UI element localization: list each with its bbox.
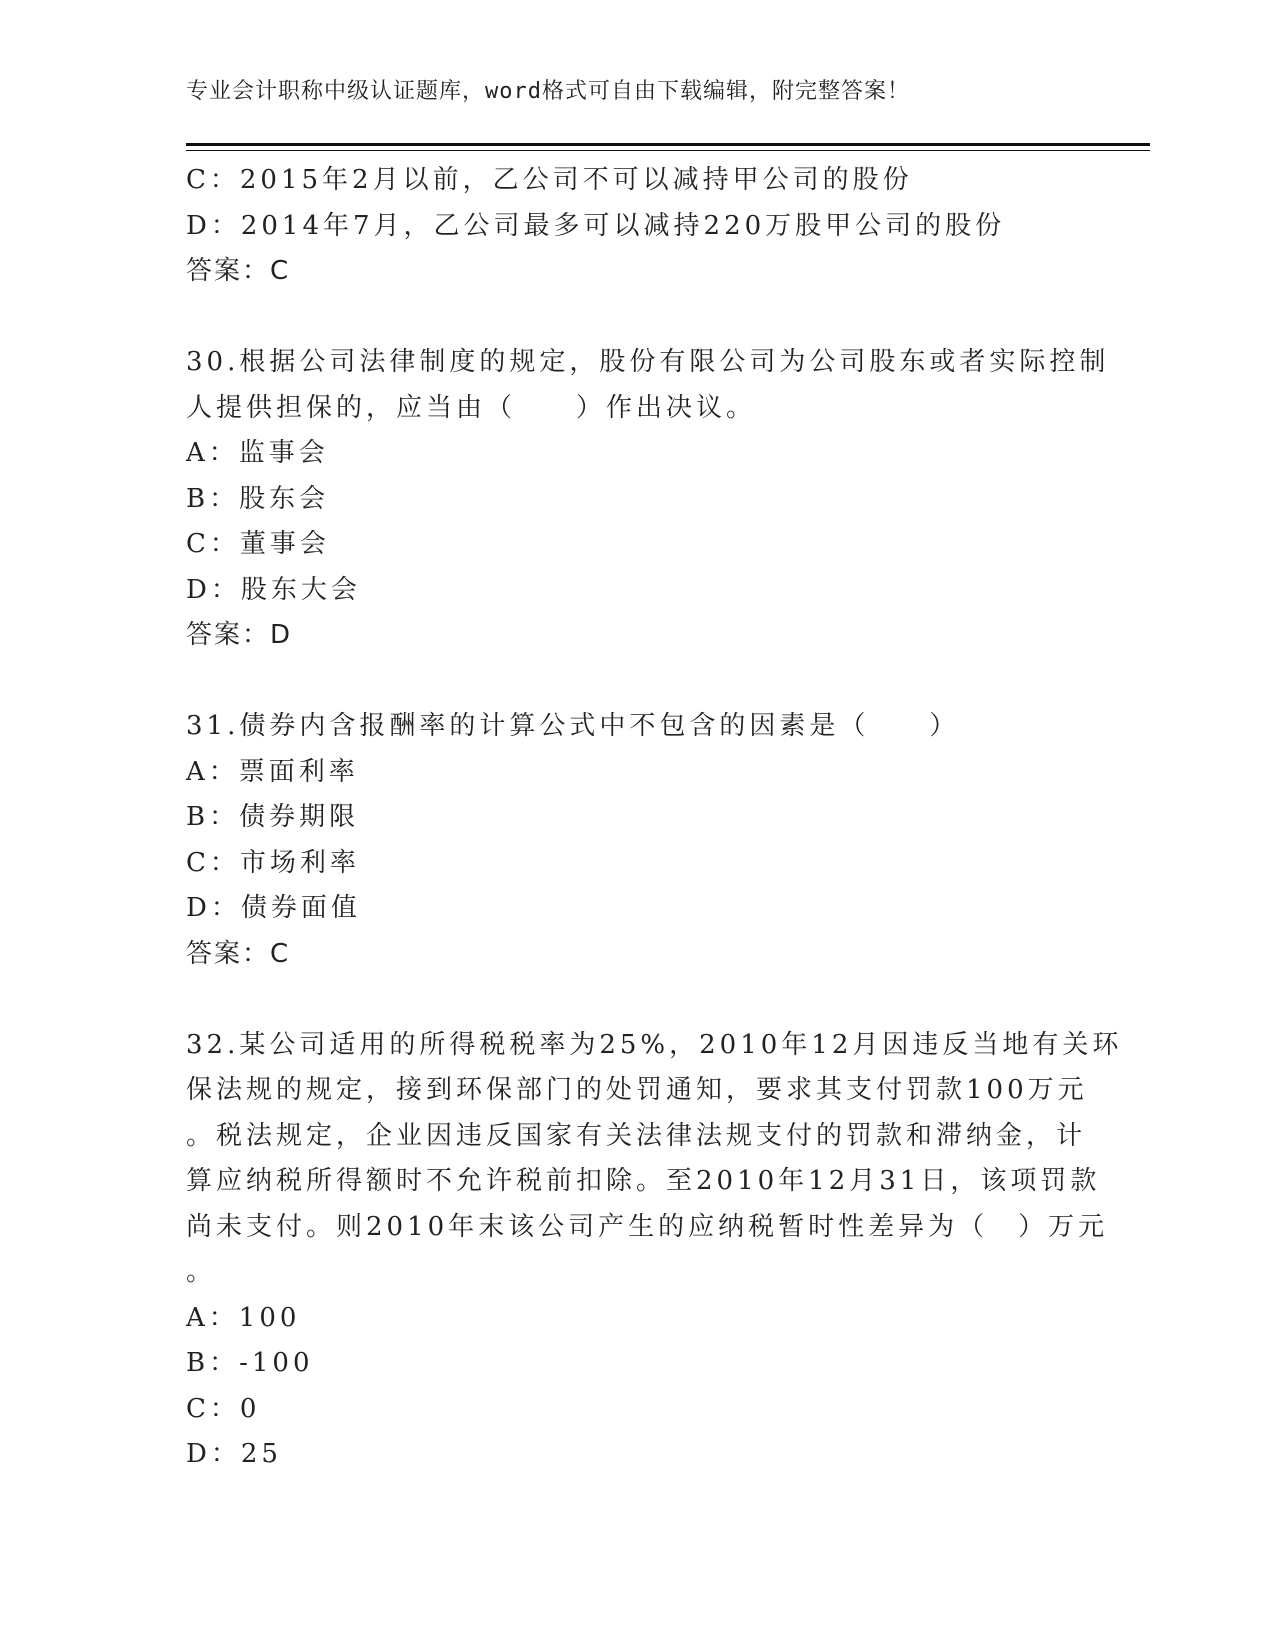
question-stem: 。税法规定，企业因违反国家有关法律法规支付的罚款和滞纳金，计 xyxy=(186,1120,1087,1151)
question-stem: 31.债券内含报酬率的计算公式中不包含的因素是（ ） xyxy=(186,711,960,741)
question-30 xyxy=(186,340,1110,659)
question-list xyxy=(186,158,1123,1478)
option-d: D：2014年7月，乙公司最多可以减持220万股甲公司的股份 xyxy=(186,210,1006,241)
header-rule-thick xyxy=(186,143,1150,146)
option-c: C：市场利率 xyxy=(186,847,360,878)
option-d: D：股东大会 xyxy=(186,574,361,605)
spacer xyxy=(186,659,1086,705)
question-32 xyxy=(186,1023,1123,1478)
answer: 答案：C xyxy=(186,938,291,969)
option-c: C：0 xyxy=(186,1393,261,1424)
page-header: 专业会计职称中级认证题库，word格式可自由下载编辑，附完整答案！ xyxy=(186,79,910,104)
option-d: D：25 xyxy=(186,1439,282,1469)
option-b: B：股东会 xyxy=(186,483,330,514)
question-stem: 30.根据公司法律制度的规定，股份有限公司为公司股东或者实际控制 xyxy=(186,347,1110,377)
question-stem: 保法规的规定，接到环保部门的处罚通知，要求其支付罚款100万元 xyxy=(186,1075,1088,1105)
option-b: B：债券期限 xyxy=(186,802,360,832)
spacer xyxy=(186,977,1086,1023)
option-c: C：董事会 xyxy=(186,529,330,559)
header-rule-thin xyxy=(186,150,1150,151)
answer: 答案：C xyxy=(186,256,291,286)
question-stem: 人提供担保的，应当由（ ）作出决议。 xyxy=(186,392,757,423)
option-d: D：债券面值 xyxy=(186,893,361,923)
answer: 答案：D xyxy=(186,620,293,650)
question-stem: 尚未支付。则2010年末该公司产生的应纳税暂时性差异为（ ）万元 xyxy=(186,1211,1109,1242)
option-a: A：监事会 xyxy=(186,438,329,468)
question-29-tail xyxy=(186,158,1086,295)
option-a: A：100 xyxy=(186,1302,301,1333)
question-stem: 算应纳税所得额时不允许税前扣除。至2010年12月31日，该项罚款 xyxy=(186,1166,1101,1196)
question-31 xyxy=(186,704,1086,977)
option-b: B：-100 xyxy=(186,1348,314,1378)
question-stem: 32.某公司适用的所得税税率为25%，2010年12月因违反当地有关环 xyxy=(186,1029,1123,1060)
spacer xyxy=(186,295,1086,341)
question-stem: 。 xyxy=(186,1257,217,1287)
option-c: C：2015年2月以前，乙公司不可以减持甲公司的股份 xyxy=(186,165,913,195)
option-a: A：票面利率 xyxy=(186,756,359,787)
